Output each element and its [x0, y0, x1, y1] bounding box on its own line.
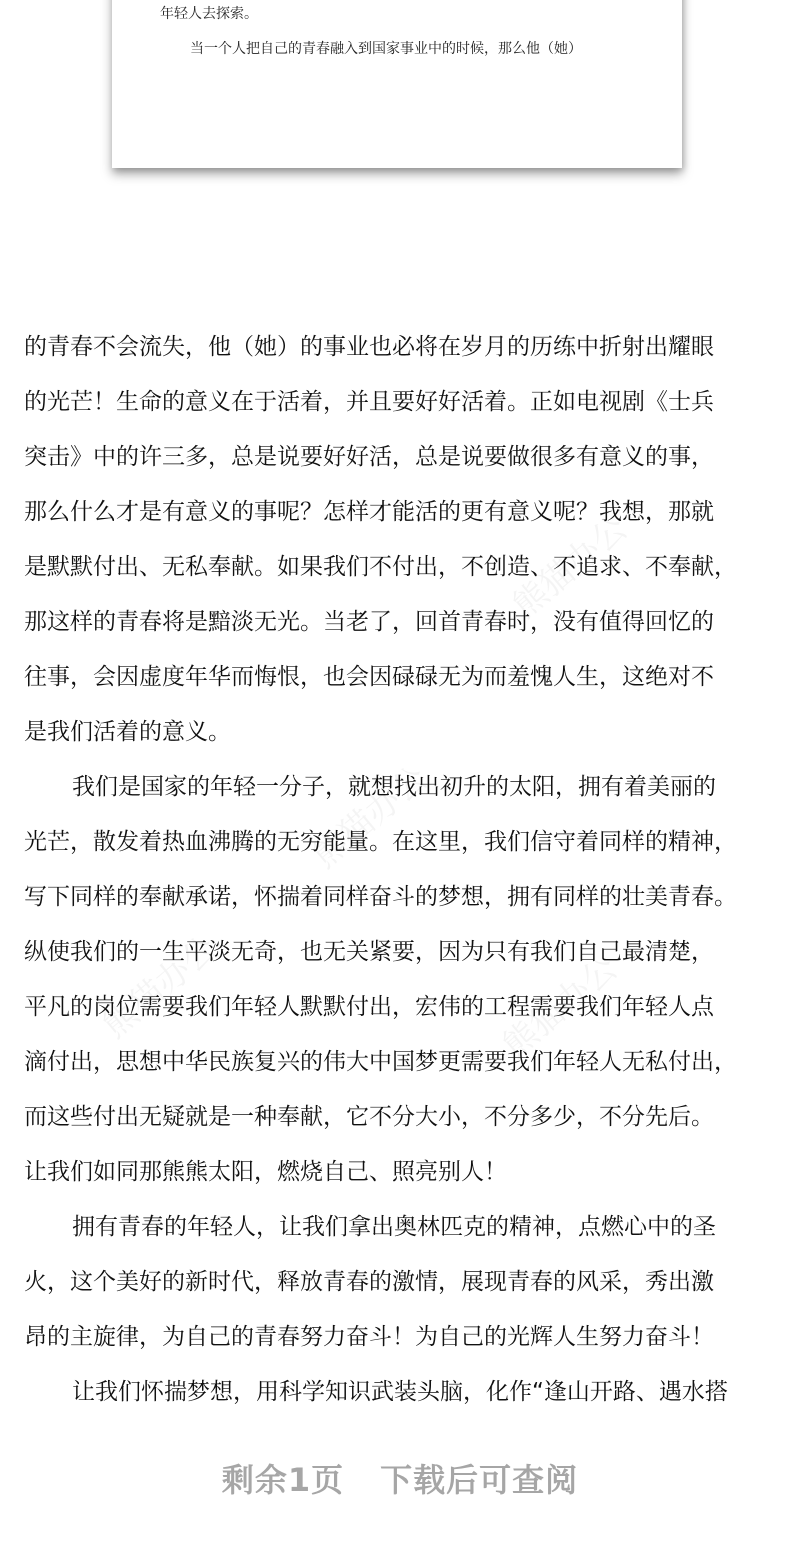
body-line: 的青春不会流失，他（她）的事业也必将在岁月的历练中折射出耀眼	[24, 334, 714, 360]
body-line: 突击》中的许三多，总是说要好好活，总是说要做很多有意义的事，	[24, 444, 714, 470]
card-text-line: 年轻人去探索。	[160, 6, 258, 22]
download-hint-label: 下载后可查阅	[380, 1461, 579, 1499]
document-body	[24, 320, 784, 1420]
body-line: 而这些付出无疑就是一种奉献，它不分大小，不分多少，不分先后。	[24, 1104, 714, 1130]
remaining-pages-label: 剩余1页	[221, 1461, 345, 1499]
body-line: 拥有青春的年轻人，让我们拿出奥林匹克的精神，点燃心中的圣	[72, 1214, 716, 1240]
body-line: 写下同样的奉献承诺，怀揣着同样奋斗的梦想，拥有同样的壮美青春。	[24, 884, 737, 910]
body-line: 滴付出，思想中华民族复兴的伟大中国梦更需要我们年轻人无私付出，	[24, 1049, 737, 1075]
body-line: 那么什么才是有意义的事呢？怎样才能活的更有意义呢？我想，那就	[24, 499, 714, 525]
body-line: 让我们如同那熊熊太阳，燃烧自己、照亮别人！	[24, 1159, 507, 1185]
body-line: 纵使我们的一生平淡无奇，也无关紧要，因为只有我们自己最清楚，	[24, 939, 714, 965]
card-text-line: 当一个人把自己的青春融入到国家事业中的时候，那么他（她）	[190, 41, 582, 57]
body-line: 让我们怀揣梦想，用科学知识武装头脑，化作“逢山开路、遇水搭	[72, 1379, 728, 1405]
body-line: 的光芒！生命的意义在于活着，并且要好好活着。正如电视剧《士兵	[24, 389, 714, 415]
remaining-pages-banner[interactable]	[0, 1455, 800, 1501]
body-line: 我们是国家的年轻一分子，就想找出初升的太阳，拥有着美丽的	[72, 774, 716, 800]
body-line: 那这样的青春将是黯淡无光。当老了，回首青春时，没有值得回忆的	[24, 609, 714, 635]
body-line: 是默默付出、无私奉献。如果我们不付出，不创造、不追求、不奉献，	[24, 554, 737, 580]
body-line: 是我们活着的意义。	[24, 719, 231, 745]
body-line: 光芒，散发着热血沸腾的无穷能量。在这里，我们信守着同样的精神，	[24, 829, 737, 855]
body-line: 往事，会因虚度年华而悔恨，也会因碌碌无为而羞愧人生，这绝对不	[24, 664, 714, 690]
body-line: 火，这个美好的新时代，释放青春的激情，展现青春的风采，秀出激	[24, 1269, 714, 1295]
body-line: 平凡的岗位需要我们年轻人默默付出，宏伟的工程需要我们年轻人点	[24, 994, 714, 1020]
body-line: 昂的主旋律，为自己的青春努力奋斗！为自己的光辉人生努力奋斗！	[24, 1324, 714, 1350]
previous-page-card	[112, 0, 682, 168]
